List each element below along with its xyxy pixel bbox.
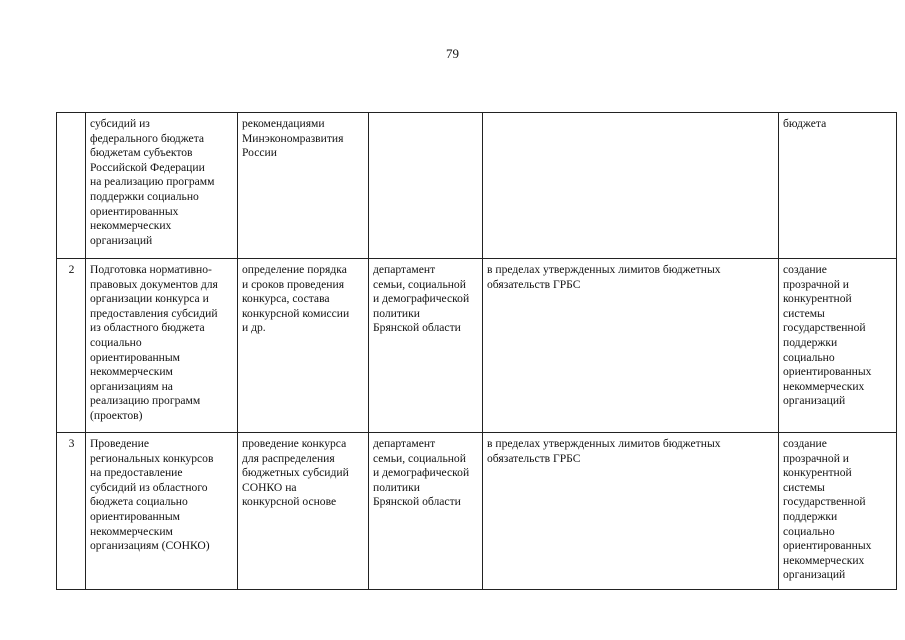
cell-text-line: обязательств ГРБС bbox=[487, 277, 581, 291]
executor-cell bbox=[369, 113, 483, 259]
cell-text-line: в пределах утвержденных лимитов бюджетных bbox=[487, 437, 721, 450]
cell-text-line: организации конкурса и bbox=[90, 292, 209, 306]
row-number-cell: 3 bbox=[57, 433, 86, 590]
cell-text-line: государственной bbox=[783, 495, 866, 509]
cell-text-line: создание bbox=[783, 437, 827, 450]
table-row bbox=[57, 259, 897, 433]
cell-text-line: некоммерческих bbox=[783, 379, 865, 393]
cell-text-line: определение порядка bbox=[242, 263, 347, 276]
cell-text-line: политики bbox=[373, 480, 420, 494]
executor-cell bbox=[369, 259, 483, 433]
cell-text-line: проведение конкурса bbox=[242, 437, 347, 450]
executor-cell bbox=[369, 433, 483, 590]
cell-text-line: бюджетам субъектов bbox=[90, 146, 193, 160]
cell-text-line: Российской Федерации bbox=[90, 160, 205, 174]
table-row bbox=[57, 433, 897, 590]
funding-cell bbox=[483, 113, 779, 259]
content-cell bbox=[238, 113, 369, 259]
cell-text-line: Минэкономразвития bbox=[242, 131, 344, 145]
cell-text-line: департамент bbox=[373, 263, 436, 276]
cell-text-line: конкурсной основе bbox=[242, 495, 337, 509]
cell-text-line: субсидий из областного bbox=[90, 480, 208, 494]
cell-text-line: социально bbox=[783, 524, 835, 538]
cell-text-line: федерального бюджета bbox=[90, 131, 205, 145]
event-name-cell bbox=[86, 433, 238, 590]
cell-text-line: на предоставление bbox=[90, 466, 183, 480]
cell-text-line: реализацию программ bbox=[90, 394, 201, 408]
page-number: 79 bbox=[446, 46, 459, 61]
cell-text-line: социально bbox=[90, 335, 142, 349]
cell-text-line: России bbox=[242, 146, 277, 160]
cell-text-line: бюджетных субсидий bbox=[242, 466, 349, 480]
cell-text-line: некоммерческим bbox=[90, 524, 173, 538]
cell-text-line: в пределах утвержденных лимитов бюджетных bbox=[487, 263, 721, 276]
cell-text-line: ориентированным bbox=[90, 509, 181, 523]
event-name-cell bbox=[86, 113, 238, 259]
cell-text-line: социально bbox=[783, 350, 835, 364]
cell-text-line: организаций bbox=[783, 394, 846, 408]
cell-text-line: региональных конкурсов bbox=[90, 451, 214, 465]
cell-text-line: государственной bbox=[783, 321, 866, 335]
cell-text-line: и демографической bbox=[373, 292, 470, 306]
cell-text-line: Подготовка нормативно- bbox=[90, 263, 212, 276]
cell-text-line: некоммерческим bbox=[90, 365, 173, 379]
table-row bbox=[57, 113, 897, 259]
funding-cell bbox=[483, 259, 779, 433]
cell-text-line: поддержки bbox=[783, 335, 838, 349]
cell-text-line: предоставления субсидий bbox=[90, 306, 218, 320]
cell-text-line: департамент bbox=[373, 437, 436, 450]
cell-text-line: ориентированным bbox=[90, 350, 181, 364]
cell-text-line: конкурсной комиссии bbox=[242, 306, 350, 320]
cell-text-line: организациям (СОНКО) bbox=[90, 539, 210, 553]
cell-text-line: семьи, социальной bbox=[373, 451, 466, 465]
cell-text-line: и сроков проведения bbox=[242, 277, 345, 291]
cell-text-line: некоммерческих bbox=[783, 553, 865, 567]
cell-text-line: организаций bbox=[783, 568, 846, 582]
cell-text-line: системы bbox=[783, 306, 825, 320]
cell-text-line: Проведение bbox=[90, 437, 149, 450]
result-cell bbox=[779, 259, 897, 433]
row-number-cell bbox=[57, 113, 86, 259]
cell-text-line: Брянской области bbox=[373, 321, 461, 335]
cell-text-line: организаций bbox=[90, 233, 153, 247]
cell-text-line: конкурентной bbox=[783, 466, 852, 480]
cell-text-line: некоммерческих bbox=[90, 219, 172, 233]
cell-text-line: организациям на bbox=[90, 379, 173, 393]
cell-text-line: Брянской области bbox=[373, 495, 461, 509]
cell-text-line: правовых документов для bbox=[90, 277, 218, 291]
result-cell bbox=[779, 433, 897, 590]
cell-text-line: и демографической bbox=[373, 466, 470, 480]
cell-text-line: политики bbox=[373, 306, 420, 320]
cell-text-line: конкурса, состава bbox=[242, 292, 330, 306]
cell-text-line: субсидий из bbox=[90, 117, 150, 130]
cell-text-line: прозрачной и bbox=[783, 451, 849, 465]
content-cell bbox=[238, 433, 369, 590]
cell-text-line: и др. bbox=[242, 321, 266, 335]
cell-text-line: поддержки bbox=[783, 509, 838, 523]
cell-text-line: семьи, социальной bbox=[373, 277, 466, 291]
cell-text-line: (проектов) bbox=[90, 408, 143, 422]
cell-text-line: ориентированных bbox=[90, 204, 179, 218]
event-name-cell bbox=[86, 259, 238, 433]
cell-text-line: бюджета социально bbox=[90, 495, 188, 509]
cell-text-line: СОНКО на bbox=[242, 480, 297, 494]
cell-text-line: из областного бюджета bbox=[90, 321, 205, 335]
content-cell bbox=[238, 259, 369, 433]
cell-text-line: ориентированных bbox=[783, 539, 872, 553]
cell-text-line: на реализацию программ bbox=[90, 175, 215, 189]
cell-text-line: рекомендациями bbox=[242, 117, 325, 130]
cell-text-line: ориентированных bbox=[783, 365, 872, 379]
result-cell bbox=[779, 113, 897, 259]
row-number-cell: 2 bbox=[57, 259, 86, 433]
cell-text-line: прозрачной и bbox=[783, 277, 849, 291]
measures-table bbox=[56, 112, 897, 590]
cell-text-line: конкурентной bbox=[783, 292, 852, 306]
cell-text-line: бюджета bbox=[783, 117, 827, 130]
cell-text-line: поддержки социально bbox=[90, 189, 199, 203]
cell-text-line: системы bbox=[783, 480, 825, 494]
cell-text-line: для распределения bbox=[242, 451, 335, 465]
funding-cell bbox=[483, 433, 779, 590]
cell-text-line: обязательств ГРБС bbox=[487, 451, 581, 465]
cell-text-line: создание bbox=[783, 263, 827, 276]
